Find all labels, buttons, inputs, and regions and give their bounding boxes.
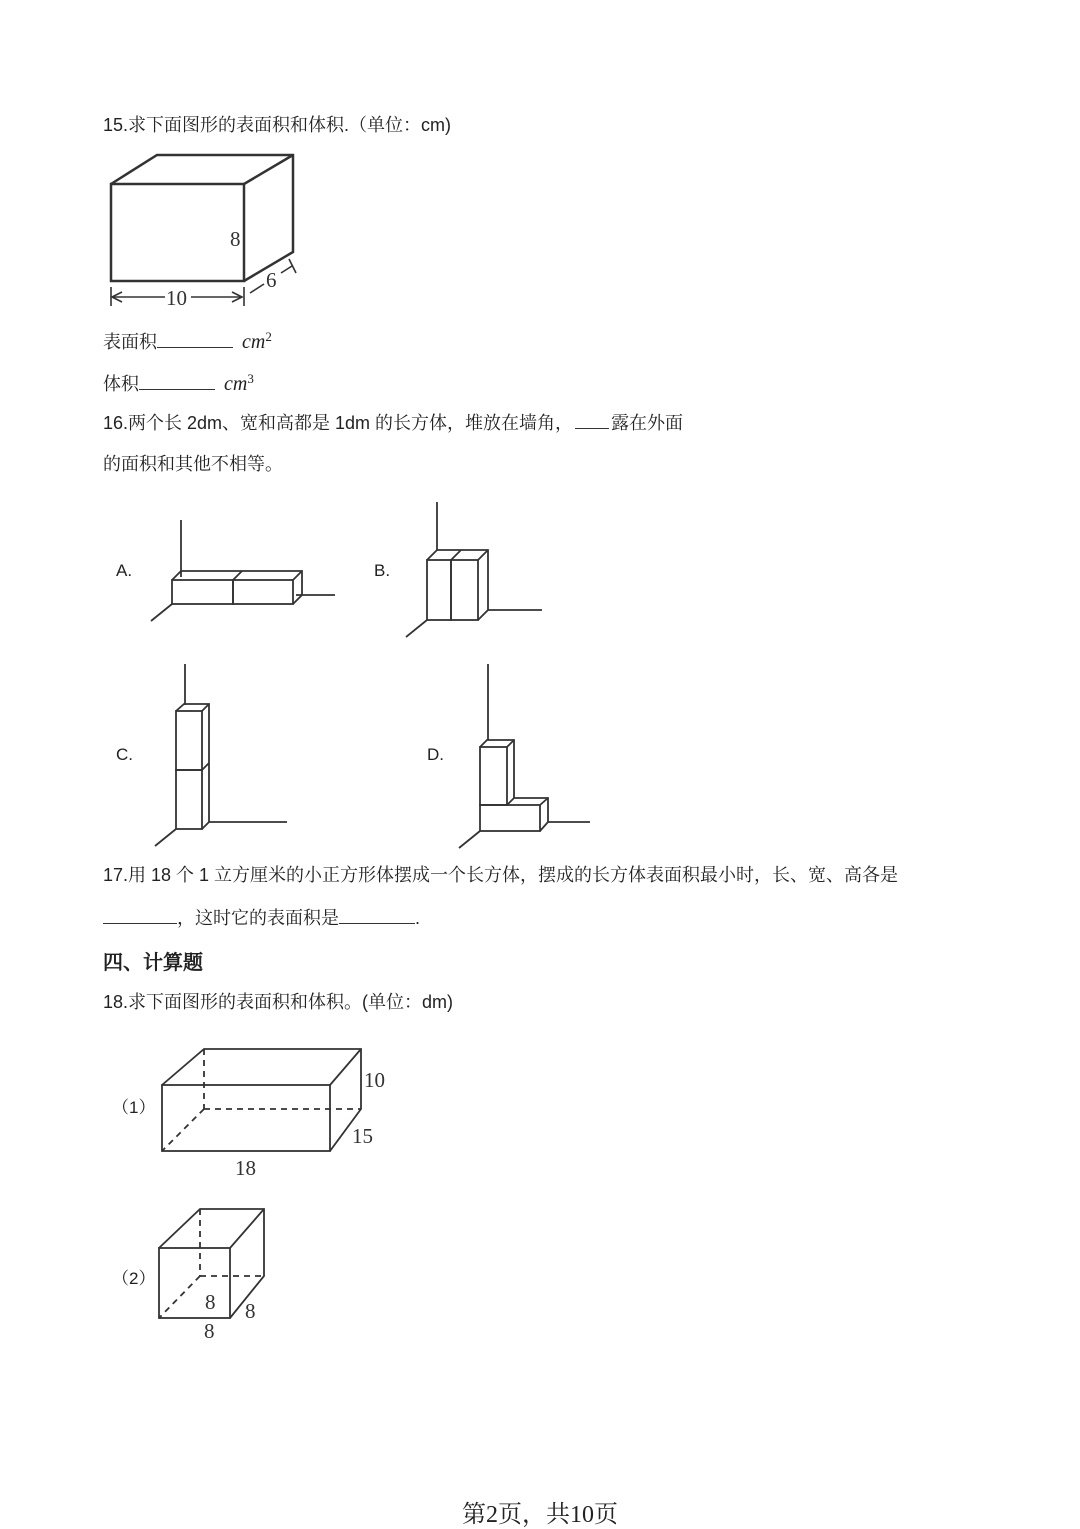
section-title: 四、计算题 bbox=[103, 952, 203, 974]
q15-surface-area-label: 表面积 bbox=[103, 332, 157, 352]
q18-part2-inner-label: 8 bbox=[205, 1290, 216, 1314]
q18-part1-length-label: 18 bbox=[235, 1156, 256, 1180]
q18-part1-height-label: 10 bbox=[364, 1068, 385, 1092]
page-footer: 第2页，共10页 bbox=[462, 1502, 618, 1528]
q17-end-text: . bbox=[415, 908, 421, 928]
q15-height-label: 8 bbox=[230, 227, 241, 251]
q15-surface-area-exp: 2 bbox=[265, 329, 272, 344]
q15-volume-label: 体积 bbox=[103, 374, 139, 394]
q18-part2-bottom-label: 8 bbox=[204, 1319, 215, 1343]
q16-option-c-label[interactable]: C. bbox=[116, 745, 133, 764]
q16-option-a-label[interactable]: A. bbox=[116, 561, 133, 580]
q16-text-after: 露在外面 bbox=[611, 413, 684, 433]
q16-line2: 的面积和其他不相等。 bbox=[103, 454, 283, 474]
q18-part2-label: （2） bbox=[112, 1269, 156, 1288]
q15-volume-exp: 3 bbox=[247, 371, 254, 386]
q15-question: 15.求下面图形的表面积和体积.（单位：cm) bbox=[103, 115, 452, 135]
q16-option-b-label[interactable]: B. bbox=[374, 561, 391, 580]
q16-option-d-label[interactable]: D. bbox=[427, 745, 444, 764]
q15-length-label: 10 bbox=[166, 286, 187, 310]
q16-text-before: 16.两个长 2dm、宽和高都是 1dm 的长方体，堆放在墙角， bbox=[103, 413, 574, 433]
q15-volume-unit: cm bbox=[224, 373, 248, 395]
q18-question: 18.求下面图形的表面积和体积。(单位：dm) bbox=[103, 992, 454, 1012]
q18-part1-label: （1） bbox=[112, 1098, 156, 1117]
q15-width-label: 6 bbox=[266, 268, 277, 292]
q17-line1: 17.用 18 个 1 立方厘米的小正方形体摆成一个长方体，摆成的长方体表面积最小时，长、宽、高各是 bbox=[103, 865, 899, 885]
q15-surface-area-unit: cm bbox=[242, 331, 266, 353]
q18-part1-depth-label: 15 bbox=[352, 1124, 373, 1148]
q18-part1-cuboid bbox=[162, 1049, 361, 1151]
q18-part2-side-label: 8 bbox=[245, 1299, 256, 1323]
q17-mid-text: ，这时它的表面积是 bbox=[177, 908, 339, 928]
